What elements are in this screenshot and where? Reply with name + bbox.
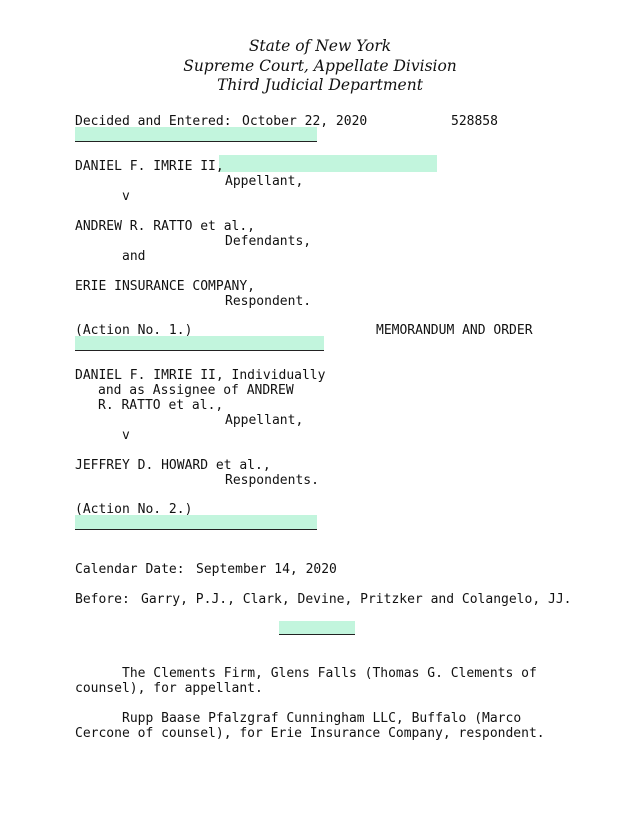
action-label: (Action No. 2.) — [75, 502, 193, 517]
highlight-band — [219, 155, 437, 172]
separator-rule — [75, 529, 317, 530]
plaintiff-name-cont: R. RATTO et al., — [98, 398, 224, 413]
order-title: MEMORANDUM AND ORDER — [376, 323, 533, 338]
versus: v — [122, 189, 130, 204]
plaintiff-name-cont: and as Assignee of ANDREW — [98, 383, 294, 398]
counsel-appellant: The Clements Firm, Glens Falls (Thomas G. Clements of — [122, 666, 537, 681]
respondent-name: ERIE INSURANCE COMPANY, — [75, 279, 256, 294]
court-department: Third Judicial Department — [217, 76, 423, 94]
calendar-date: September 14, 2020 — [196, 562, 337, 577]
counsel-respondent-cont: Cercone of counsel), for Erie Insurance Company, respondent. — [75, 726, 545, 741]
counsel-respondent: Rupp Baase Pfalzgraf Cunningham LLC, Buffalo (Marco — [122, 711, 522, 726]
plaintiff-name: DANIEL F. IMRIE II, — [75, 159, 224, 174]
calendar-label: Calendar Date: — [75, 562, 185, 577]
plaintiff-role: Appellant, — [225, 413, 304, 428]
versus: v — [122, 428, 130, 443]
and-connector: and — [122, 249, 146, 264]
plaintiff-role: Appellant, — [225, 174, 304, 189]
separator-rule — [75, 350, 324, 351]
highlight-band — [279, 621, 355, 635]
respondent-role: Respondent. — [225, 294, 312, 309]
docket-number: 528858 — [451, 114, 498, 129]
separator-rule — [279, 634, 355, 635]
court-state: State of New York — [248, 37, 392, 55]
decided-date: October 22, 2020 — [242, 114, 368, 129]
action-label: (Action No. 1.) — [75, 323, 193, 338]
separator-rule — [75, 141, 317, 142]
defendant-name: ANDREW R. RATTO et al., — [75, 219, 256, 234]
court-name: Supreme Court, Appellate Division — [183, 57, 457, 75]
defendant-role: Defendants, — [225, 234, 312, 249]
plaintiff-name: DANIEL F. IMRIE II, Individually — [75, 368, 326, 383]
counsel-appellant-cont: counsel), for appellant. — [75, 681, 263, 696]
defendant-name: JEFFREY D. HOWARD et al., — [75, 458, 271, 473]
before-label: Before: — [75, 592, 130, 607]
defendant-role: Respondents. — [225, 473, 319, 488]
decided-label: Decided and Entered: — [75, 114, 232, 129]
judges-list: Garry, P.J., Clark, Devine, Pritzker and Colangelo, JJ. — [141, 592, 572, 607]
